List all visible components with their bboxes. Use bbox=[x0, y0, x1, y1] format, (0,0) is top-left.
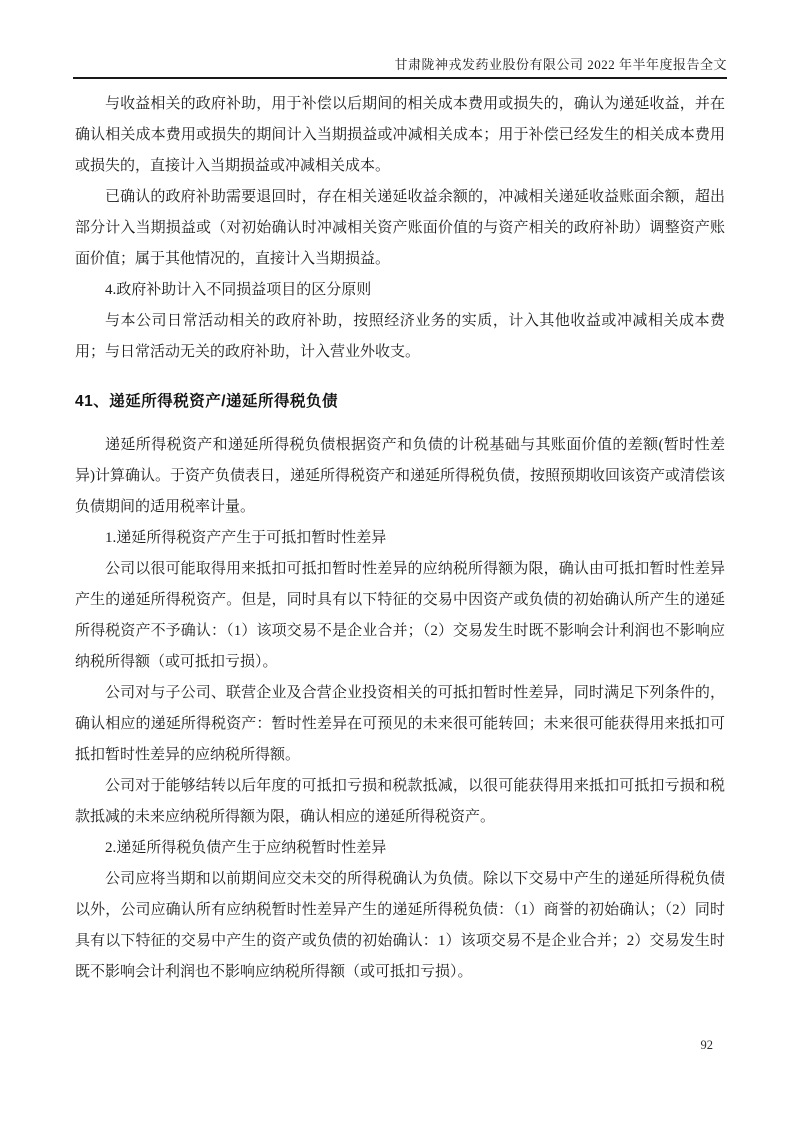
paragraph: 递延所得税资产和递延所得税负债根据资产和负债的计税基础与其账面价值的差额(暂时性差异)计算确认。于资产负债表日，递延所得税资产和递延所得税负债，按照预期收回该资产或清偿该负债期间的适用税率计量。 bbox=[75, 437, 725, 515]
paragraph: 公司以很可能取得用来抵扣可抵扣暂时性差异的应纳税所得额为限，确认由可抵扣暂时性差异产生的递延所得税资产。但是，同时具有以下特征的交易中因资产或负债的初始确认所产生的递延所得税资产不予确认：（1）该项交易不是企业合并；（2）交易发生时既不影响会计利润也不影响应纳税所得额（或可抵扣亏损）。 bbox=[75, 561, 725, 670]
page-number: 92 bbox=[700, 1038, 713, 1052]
paragraph: 与收益相关的政府补助，用于补偿以后期间的相关成本费用或损失的，确认为递延收益，并在确认相关成本费用或损失的期间计入当期损益或冲减相关成本；用于补偿已经发生的相关成本费用或损失的，直接计入当期损益或冲减相关成本。 bbox=[75, 96, 725, 174]
paragraph: 公司对与子公司、联营企业及合营企业投资相关的可抵扣暂时性差异，同时满足下列条件的，确认相应的递延所得税资产：暂时性差异在可预见的未来很可能转回；未来很可能获得用来抵扣可抵扣暂时性差异的应纳税所得额。 bbox=[75, 685, 725, 763]
paragraph: 公司应将当期和以前期间应交未交的所得税确认为负债。除以下交易中产生的递延所得税负债以外，公司应确认所有应纳税暂时性差异产生的递延所得税负债：（1）商誉的初始确认；（2）同时具有以下特征的交易中产生的资产或负债的初始确认：1）该项交易不是企业合并；2）交易发生时既不影响会计利润也不影响应纳税所得额（或可抵扣亏损）。 bbox=[75, 871, 725, 980]
paragraph: 2.递延所得税负债产生于应纳税暂时性差异 bbox=[105, 840, 387, 856]
paragraph: 1.递延所得税资产产生于可抵扣暂时性差异 bbox=[105, 530, 387, 546]
paragraph: 与本公司日常活动相关的政府补助，按照经济业务的实质，计入其他收益或冲减相关成本费用；与日常活动无关的政府补助，计入营业外收支。 bbox=[75, 313, 725, 360]
document-body bbox=[75, 89, 725, 988]
paragraph: 4.政府补助计入不同损益项目的区分原则 bbox=[105, 282, 372, 298]
paragraph: 公司对于能够结转以后年度的可抵扣亏损和税款抵减，以很可能获得用来抵扣可抵扣亏损和税款抵减的未来应纳税所得额为限，确认相应的递延所得税资产。 bbox=[75, 778, 725, 825]
page-header-title: 甘肃陇神戎发药业股份有限公司 2022 年半年度报告全文 bbox=[73, 54, 727, 79]
paragraph: 已确认的政府补助需要退回时，存在相关递延收益余额的，冲减相关递延收益账面余额，超出部分计入当期损益或（对初始确认时冲减相关资产账面价值的与资产相关的政府补助）调整资产账面价值；属于其他情况的，直接计入当期损益。 bbox=[75, 189, 725, 267]
section-heading: 41、递延所得税资产/递延所得税负债 bbox=[75, 393, 339, 410]
